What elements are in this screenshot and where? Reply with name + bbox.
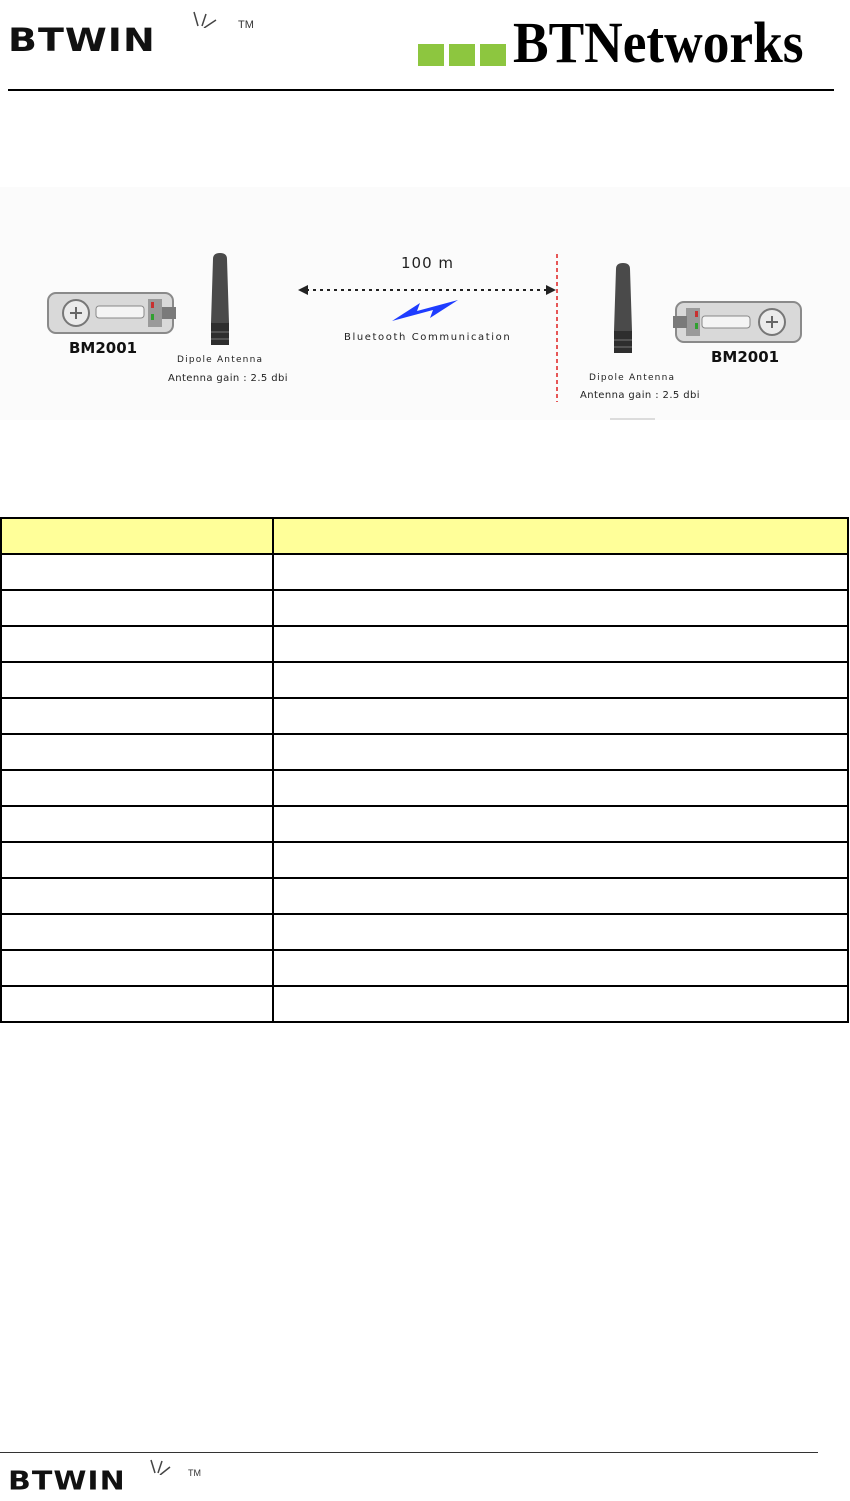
table-cell [273, 914, 848, 950]
table-cell [273, 554, 848, 590]
table-row [1, 950, 848, 986]
table-cell [1, 590, 273, 626]
right-device-icon [673, 302, 801, 342]
table-row [1, 842, 848, 878]
footer-divider [0, 1452, 818, 1453]
bluetooth-range-diagram [0, 187, 850, 420]
arrow-head-left [298, 285, 308, 295]
table-cell [273, 986, 848, 1022]
left-device-label: BM2001 [69, 339, 138, 357]
table-row [1, 986, 848, 1022]
logo-square-3 [480, 44, 506, 66]
table-cell [1, 554, 273, 590]
left-device-icon [48, 293, 176, 333]
table-cell [273, 842, 848, 878]
table-cell [1, 770, 273, 806]
table-row [1, 878, 848, 914]
table-row [1, 626, 848, 662]
link-label: Bluetooth Communication [344, 332, 512, 343]
header-cell [273, 518, 848, 554]
table-cell [273, 626, 848, 662]
diagram-graphics [0, 187, 850, 420]
table-cell [1, 986, 273, 1022]
table-cell [1, 914, 273, 950]
table-row [1, 698, 848, 734]
table-cell [273, 662, 848, 698]
table-row [1, 734, 848, 770]
header-divider [8, 89, 834, 91]
bluetooth-link-icon [392, 300, 458, 321]
table-cell [1, 698, 273, 734]
btwin-spark-icon [190, 6, 220, 28]
btwin-trademark: TM [188, 1468, 201, 1478]
table-cell [1, 626, 273, 662]
left-antenna-label: Dipole Antenna [177, 355, 264, 365]
right-antenna-icon [614, 263, 632, 353]
table-cell [273, 950, 848, 986]
arrow-head-right [546, 285, 556, 295]
header-cell [1, 518, 273, 554]
spec-table [0, 517, 849, 1023]
table-row [1, 590, 848, 626]
btwin-wordmark: BTWIN [8, 1466, 126, 1497]
footer-btwin-logo [8, 1455, 208, 1501]
left-antenna-icon [211, 253, 229, 345]
right-antenna-label: Dipole Antenna [589, 373, 676, 383]
table-row [1, 554, 848, 590]
btwin-trademark: TM [238, 19, 254, 31]
logo-square-1 [418, 44, 444, 66]
table-cell [1, 806, 273, 842]
table-cell [1, 662, 273, 698]
btnetworks-wordmark: BTNetworks [513, 10, 804, 75]
logo-square-2 [449, 44, 475, 66]
table-cell [1, 734, 273, 770]
table-cell [273, 770, 848, 806]
table-row [1, 662, 848, 698]
distance-label: 100 m [401, 254, 455, 272]
table-cell [273, 590, 848, 626]
table-cell [273, 698, 848, 734]
table-cell [1, 950, 273, 986]
table-header-row [1, 518, 848, 554]
table-row [1, 806, 848, 842]
table-cell [273, 734, 848, 770]
btwin-wordmark: BTWIN [8, 21, 156, 59]
table-row [1, 770, 848, 806]
table-row [1, 914, 848, 950]
right-gain-label: Antenna gain : 2.5 dbi [580, 390, 700, 401]
table-cell [273, 878, 848, 914]
table-cell [1, 842, 273, 878]
btwin-spark-icon [148, 1455, 174, 1475]
table-cell [1, 878, 273, 914]
table-cell [273, 806, 848, 842]
btwin-logo [8, 6, 258, 62]
left-gain-label: Antenna gain : 2.5 dbi [168, 373, 288, 384]
right-device-label: BM2001 [711, 348, 780, 366]
